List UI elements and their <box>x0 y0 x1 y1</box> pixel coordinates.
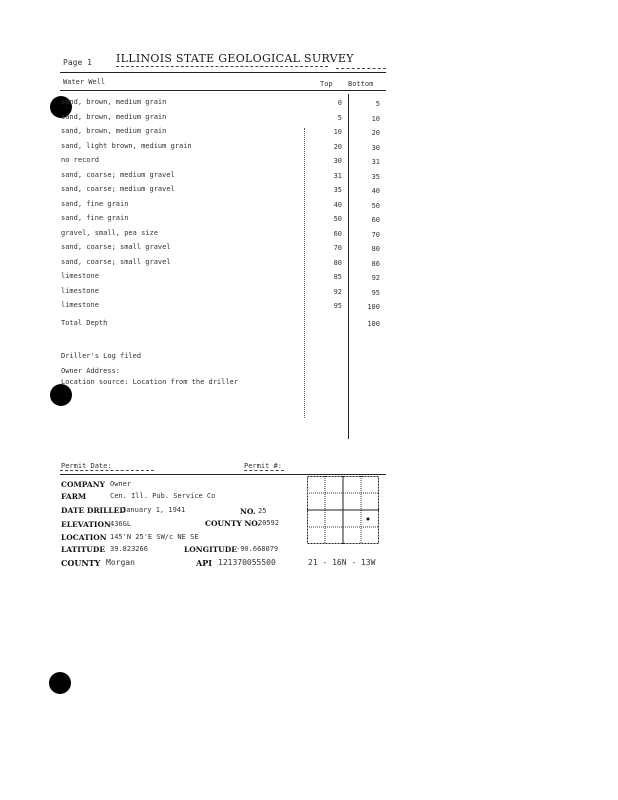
lithology-row-bottom: 92 <box>371 274 380 282</box>
date-drilled-value: January 1, 1941 <box>122 506 186 514</box>
page-label: Page 1 <box>63 58 92 67</box>
elevation-value: 436GL <box>110 520 132 528</box>
lithology-row-description: limestone <box>61 301 99 309</box>
column-header-bottom: Bottom <box>348 80 374 88</box>
company-value: Owner <box>110 480 132 488</box>
page-title: ILLINOIS STATE GEOLOGICAL SURVEY <box>116 52 354 65</box>
api-value: 121370055500 <box>218 558 276 567</box>
section-grid-svg <box>307 476 379 544</box>
lithology-row-description: sand, coarse; small gravel <box>61 243 171 251</box>
top-column-divider <box>304 128 305 418</box>
column-header-top: Top <box>320 80 333 88</box>
binder-hole-middle <box>50 384 72 406</box>
header-rule <box>60 72 386 73</box>
lithology-row-top: 30 <box>333 157 342 165</box>
permit-rule <box>60 474 386 475</box>
permit-dash-right <box>244 470 284 471</box>
lithology-row-top: 85 <box>333 273 342 281</box>
lithology-row-top: 31 <box>333 171 342 180</box>
farm-label: FARM <box>61 492 87 501</box>
lithology-row-top: 95 <box>333 302 342 310</box>
lithology-row-description: sand, light brown, medium grain <box>61 141 192 150</box>
lithology-row-top: 10 <box>333 128 342 136</box>
binder-hole-bottom <box>49 672 71 694</box>
longitude-label: LONGITUDE <box>184 545 237 554</box>
lithology-row-bottom: 40 <box>371 187 380 195</box>
number-value: 25 <box>258 507 267 515</box>
lithology-row-bottom: 30 <box>371 143 380 152</box>
farm-value: Cen. Ill. Pub. Service Co <box>110 492 216 500</box>
lithology-row-description: sand, coarse; medium gravel <box>61 170 175 179</box>
county-value: Morgan <box>106 558 135 567</box>
lithology-row-bottom: 5 <box>375 100 380 108</box>
owner-address-note: Owner Address: <box>61 367 121 375</box>
lithology-row-bottom: 60 <box>371 216 380 224</box>
county-number-label: COUNTY NO. <box>205 519 261 528</box>
lithology-row-top: 35 <box>333 186 342 194</box>
location-source-note: Location source: Location from the driller <box>61 378 239 386</box>
lithology-row-bottom: 31 <box>371 158 380 166</box>
lithology-row-bottom: 100 <box>367 303 380 311</box>
lithology-row-top: 40 <box>333 200 342 209</box>
column-header-rule <box>60 90 386 91</box>
lithology-row-description: sand, brown, medium grain <box>61 98 167 106</box>
lithology-row-top: 70 <box>333 244 342 252</box>
county-number-value: 20592 <box>258 519 280 527</box>
lithology-row-bottom: 50 <box>371 201 380 210</box>
elevation-label: ELEVATION <box>61 520 111 529</box>
lithology-row-bottom: 10 <box>371 114 380 123</box>
permit-date-label: Permit Date: <box>61 462 112 470</box>
lithology-row-top: 80 <box>333 258 342 267</box>
lithology-row-bottom: 80 <box>371 245 380 253</box>
location-value: 145'N 25'E SW/c NE SE <box>110 533 199 541</box>
lithology-row-description: sand, coarse; small gravel <box>61 257 171 266</box>
lithology-row-bottom: 35 <box>371 172 380 181</box>
lithology-row-description: sand, brown, medium grain <box>61 112 167 121</box>
lithology-row-description: sand, coarse; medium gravel <box>61 185 175 193</box>
permit-number-label: Permit #: <box>244 462 282 470</box>
lithology-row-description: no record <box>61 156 99 164</box>
well-type-label: Water Well <box>63 78 106 86</box>
county-label: COUNTY <box>61 558 101 568</box>
total-depth-label: Total Depth <box>61 319 108 327</box>
longitude-value: -90.668079 <box>236 545 279 553</box>
latitude-label: LATITUDE <box>61 545 106 554</box>
lithology-row-bottom: 20 <box>371 129 380 137</box>
lithology-row-description: limestone <box>61 272 99 280</box>
lithology-row-top: 20 <box>333 142 342 151</box>
lithology-row-description: sand, fine grain <box>61 199 129 208</box>
api-label: API <box>196 558 212 568</box>
section-township-range: 21 - 16N - 13W <box>308 558 376 567</box>
lithology-row-bottom: 70 <box>371 230 380 239</box>
bottom-column-divider <box>348 94 349 439</box>
lithology-row-description: limestone <box>61 286 99 295</box>
latitude-value: 39.823266 <box>110 545 148 553</box>
number-label: NO. <box>240 507 256 516</box>
location-label: LOCATION <box>61 533 107 542</box>
total-depth-value: 100 <box>367 320 380 328</box>
lithology-row-description: sand, fine grain <box>61 214 129 222</box>
company-label: COMPANY <box>61 480 105 489</box>
lithology-row-bottom: 95 <box>371 288 380 297</box>
lithology-row-top: 60 <box>333 229 342 238</box>
permit-dash-left <box>60 470 154 471</box>
date-drilled-label: DATE DRILLED <box>61 506 126 515</box>
title-underline <box>116 66 328 67</box>
lithology-row-description: gravel, small, pea size <box>61 228 158 237</box>
lithology-row-top: 0 <box>337 99 342 107</box>
header-dash-right <box>336 68 386 69</box>
lithology-row-top: 92 <box>333 287 342 296</box>
section-locator-grid <box>307 476 379 544</box>
lithology-row-bottom: 86 <box>371 259 380 268</box>
lithology-row-top: 50 <box>333 215 342 223</box>
lithology-row-top: 5 <box>337 113 342 122</box>
lithology-row-description: sand, brown, medium grain <box>61 127 167 135</box>
drillers-log-note: Driller's Log filed <box>61 352 142 360</box>
